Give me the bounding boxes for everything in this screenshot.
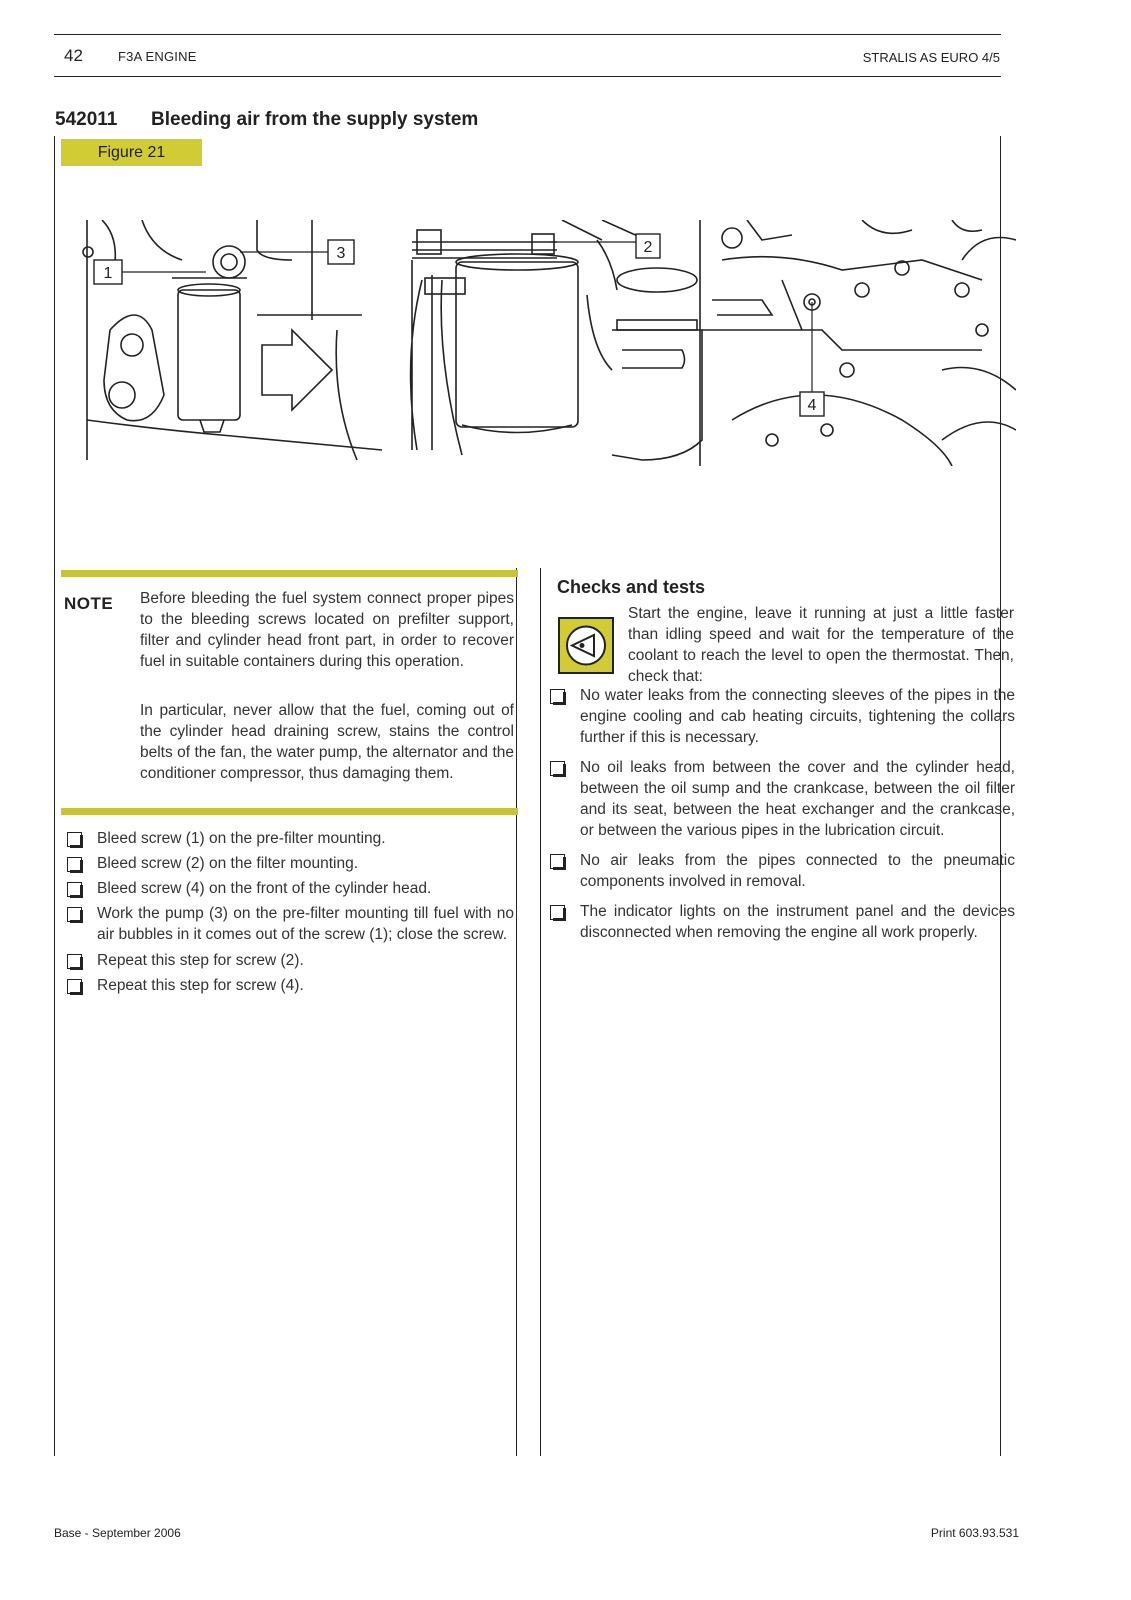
engine-fuel-system-illustration <box>82 220 1016 466</box>
section-number: 542011 <box>55 109 118 130</box>
frame-left-line <box>54 136 55 1456</box>
engine-running-icon <box>558 617 614 674</box>
checkbox-icon <box>67 857 82 872</box>
checkbox-icon <box>67 954 82 969</box>
list-item: Work the pump (3) on the pre-filter mounting till fuel with no air bubbles in it comes out of the screw (1); close the screw. <box>64 903 514 945</box>
checkbox-icon <box>550 854 565 869</box>
list-item: Bleed screw (4) on the front of the cylinder head. <box>64 878 514 899</box>
bleeding-steps-list <box>64 828 514 996</box>
footer-edition: Base - September 2006 <box>54 1526 181 1540</box>
note-top-bar <box>61 570 518 577</box>
checks-intro: Start the engine, leave it running at just a little faster than idling speed and wait for the temperature of the coolant to reach the level to open the thermostat. Then, check that: <box>628 605 1014 685</box>
list-item: Bleed screw (2) on the filter mounting. <box>64 853 514 874</box>
callout-4: 4 <box>807 397 817 414</box>
checkbox-icon <box>67 907 82 922</box>
list-item: No water leaks from the connecting sleeves of the pipes in the engine cooling and cab heating circuits, tightening the collars further if this is necessary. <box>547 685 1015 748</box>
page-number: 42 <box>64 46 83 65</box>
checkbox-icon <box>550 905 565 920</box>
figure-label-text: Figure 21 <box>97 143 166 161</box>
note-tag: NOTE <box>64 594 114 613</box>
checkbox-icon <box>67 882 82 897</box>
note-paragraph-2: In particular, never allow that the fuel, coming out of the cylinder head draining screw, stains the control belts of the fan, the water pump, the alternator and the conditioner compressor, thus damaging them. <box>140 702 514 782</box>
checks-title: Checks and tests <box>557 577 706 597</box>
list-item: The indicator lights on the instrument panel and the devices disconnected when removing the engine all work properly. <box>547 901 1015 943</box>
list-item: No oil leaks from between the cover and the cylinder head, between the oil sump and the crankcase, between the oil filter and its seat, between the heat exchanger and the crankcase, or between the various pipes in the lubrication circuit. <box>547 757 1015 841</box>
checkbox-icon <box>550 761 565 776</box>
footer-print-code: Print 603.93.531 <box>930 1526 1019 1540</box>
list-item: Repeat this step for screw (2). <box>64 950 514 971</box>
checkbox-icon <box>67 832 82 847</box>
callout-1: 1 <box>103 265 113 282</box>
checkbox-icon <box>550 689 565 704</box>
note-paragraph-1: Before bleeding the fuel system connect proper pipes to the bleeding screws located on prefilter support, filter and cylinder head front part, in order to recover fuel in suitable containers during this operation. <box>140 590 514 670</box>
figure-label <box>61 139 202 166</box>
header-top-rule <box>54 34 1001 35</box>
note-bottom-bar <box>61 808 518 815</box>
list-item: Bleed screw (1) on the pre-filter mounting. <box>64 828 514 849</box>
column-divider-right <box>540 568 541 1456</box>
list-item: No air leaks from the pipes connected to the pneumatic components involved in removal. <box>547 850 1015 892</box>
callout-2: 2 <box>643 239 653 256</box>
header-model: STRALIS AS EURO 4/5 <box>862 50 1000 65</box>
list-item: Repeat this step for screw (4). <box>64 975 514 996</box>
callout-3: 3 <box>336 245 346 262</box>
checks-list <box>547 685 1015 943</box>
header-bottom-rule <box>54 76 1001 77</box>
checkbox-icon <box>67 979 82 994</box>
section-title: Bleeding air from the supply system <box>151 109 479 130</box>
header-section: F3A ENGINE <box>118 49 197 64</box>
column-divider-left <box>516 568 517 1456</box>
